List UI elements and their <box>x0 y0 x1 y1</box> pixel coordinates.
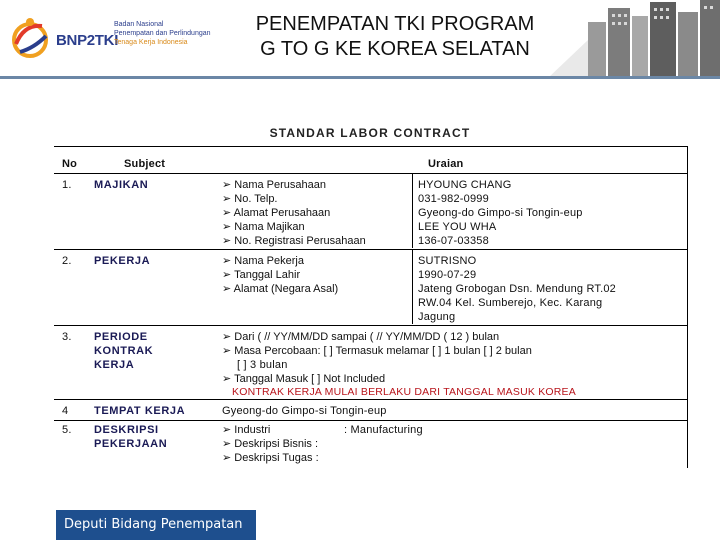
contract-period-line: ➢ Dari ( // YY/MM/DD sampai ( // YY/MM/DD ( 12 ) bulan <box>222 331 500 343</box>
logo-flame-icon <box>8 14 52 60</box>
logo-text: BNP2TKI <box>56 32 119 49</box>
column-header-subject: Subject <box>124 158 166 170</box>
field-value: HYOUNG CHANG <box>418 179 512 191</box>
row-number: 4 <box>62 405 69 417</box>
field-value: Jateng Grobogan Dsn. Mendung RT.02 <box>418 283 617 295</box>
field-value: RW.04 Kel. Sumberejo, Kec. Karang <box>418 297 603 309</box>
contract-title: STANDAR LABOR CONTRACT <box>269 126 471 140</box>
field-label: ➢ Tanggal Lahir <box>222 269 301 281</box>
column-header-uraian: Uraian <box>428 158 464 170</box>
labor-contract-document <box>50 118 690 470</box>
probation-line: ➢ Masa Percobaan: [ ] Termasuk melamar [ ] 1 bulan [ ] 2 bulan <box>222 345 532 357</box>
field-value: SUTRISNO <box>418 255 477 267</box>
probation-option: [ ] 3 bulan <box>237 359 288 371</box>
field-value: LEE YOU WHA <box>418 221 497 233</box>
industry-value: : Manufacturing <box>344 424 423 436</box>
table-rule <box>54 325 688 326</box>
row-number: 1. <box>62 179 72 191</box>
table-rule <box>54 420 688 421</box>
footer-text: Deputi Bidang Penempatan <box>64 517 243 532</box>
bnp2tki-logo <box>8 12 211 64</box>
subject-tempat-kerja: TEMPAT KERJA <box>94 405 186 417</box>
field-label: ➢ Deskripsi Bisnis : <box>222 438 319 450</box>
field-label: ➢ Nama Pekerja <box>222 255 304 267</box>
field-label: ➢ No. Registrasi Perusahaan <box>222 235 366 247</box>
field-label: ➢ Nama Majikan <box>222 221 305 233</box>
field-value: Jagung <box>418 311 456 323</box>
column-divider <box>412 174 413 248</box>
table-rule <box>54 173 688 174</box>
field-label: ➢ Industri <box>222 424 271 436</box>
city-skyline-image <box>548 0 720 78</box>
row-number: 3. <box>62 331 72 343</box>
header <box>0 0 720 78</box>
footer <box>0 470 720 540</box>
field-value: 031-982-0999 <box>418 193 489 205</box>
contract-start-note: KONTRAK KERJA MULAI BERLAKU DARI TANGGAL MASUK KOREA <box>232 386 576 398</box>
header-divider <box>0 76 720 79</box>
subject-deskripsi-pekerjaan: DESKRIPSI PEKERJAAN <box>94 424 168 450</box>
field-label: ➢ Alamat Perusahaan <box>222 207 331 219</box>
logo-subtitle: Badan Nasional Penempatan dan Perlindungan Tenaga Kerja Indonesia <box>114 21 211 46</box>
row-number: 5. <box>62 424 72 436</box>
table-rule <box>54 249 688 250</box>
column-header-no: No <box>62 158 78 170</box>
column-divider <box>412 250 413 324</box>
start-date-line: ➢ Tanggal Masuk [ ] Not Included <box>222 373 386 385</box>
table-rule <box>54 399 688 400</box>
field-label: ➢ Alamat (Negara Asal) <box>222 283 339 295</box>
field-value: 136-07-03358 <box>418 235 489 247</box>
subject-periode-kontrak-kerja: PERIODE KONTRAK KERJA <box>94 331 154 371</box>
field-label: ➢ No. Telp. <box>222 193 278 205</box>
subject-pekerja: PEKERJA <box>94 255 151 267</box>
row-number: 2. <box>62 255 72 267</box>
field-value: Gyeong-do Gimpo-si Tongin-eup <box>418 207 583 219</box>
page-title: PENEMPATAN TKI PROGRAM G TO G KE KOREA SELATAN <box>255 13 535 60</box>
field-label: ➢ Deskripsi Tugas : <box>222 452 319 464</box>
field-value: 1990-07-29 <box>418 269 477 281</box>
field-label: ➢ Nama Perusahaan <box>222 179 327 191</box>
table-rule <box>54 146 688 147</box>
workplace-value: Gyeong-do Gimpo-si Tongin-eup <box>222 405 387 417</box>
subject-majikan: MAJIKAN <box>94 179 149 191</box>
